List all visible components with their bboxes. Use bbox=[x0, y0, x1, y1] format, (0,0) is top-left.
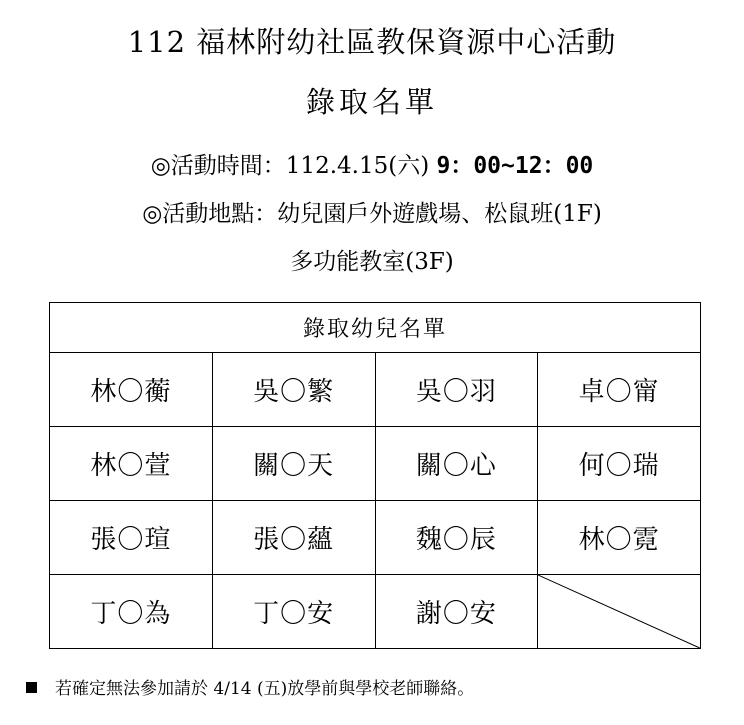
child-name-cell: 丁〇為 bbox=[50, 575, 213, 649]
child-name-cell: 張〇瑄 bbox=[50, 501, 213, 575]
activity-time-label: ◎活動時間：112.4.15(六) bbox=[150, 153, 430, 179]
footnote bbox=[26, 676, 474, 702]
table-row bbox=[50, 353, 701, 427]
activity-place: ◎活動地點：幼兒園戶外遊戲場、松鼠班(1F) bbox=[142, 201, 602, 227]
square-bullet-icon bbox=[26, 682, 37, 693]
child-name-cell: 吳〇羽 bbox=[375, 353, 538, 427]
child-name-cell: 關〇心 bbox=[375, 427, 538, 501]
child-name-cell: 卓〇甯 bbox=[538, 353, 701, 427]
child-name-cell: 林〇萱 bbox=[50, 427, 213, 501]
child-name-cell: 吳〇繁 bbox=[212, 353, 375, 427]
admitted-children-table bbox=[49, 302, 701, 649]
diagonal-line bbox=[538, 575, 700, 648]
activity-time-value: 9：00~12：00 bbox=[436, 153, 594, 179]
empty-cell-diagonal bbox=[538, 575, 701, 649]
activity-time bbox=[0, 150, 744, 182]
page-subtitle: 錄取名單 bbox=[305, 85, 438, 119]
table-row bbox=[50, 575, 701, 649]
child-name-cell: 張〇蘊 bbox=[212, 501, 375, 575]
child-name-cell: 丁〇安 bbox=[212, 575, 375, 649]
child-name-cell: 關〇天 bbox=[212, 427, 375, 501]
child-name-cell: 林〇霓 bbox=[538, 501, 701, 575]
activity-place-line2: 多功能教室(3F) bbox=[290, 249, 454, 275]
page-title: 112 福林附幼社區教保資源中心活動 bbox=[127, 25, 617, 59]
child-name-cell: 何〇瑞 bbox=[538, 427, 701, 501]
child-name-cell: 魏〇辰 bbox=[375, 501, 538, 575]
child-name-cell: 林〇蘅 bbox=[50, 353, 213, 427]
table-row bbox=[50, 427, 701, 501]
table-header: 錄取幼兒名單 bbox=[50, 303, 701, 353]
table-row bbox=[50, 501, 701, 575]
table-header-row bbox=[50, 303, 701, 353]
footnote-text: 若確定無法參加請於 4/14 (五)放學前與學校老師聯絡。 bbox=[55, 679, 475, 699]
child-name-cell: 謝〇安 bbox=[375, 575, 538, 649]
